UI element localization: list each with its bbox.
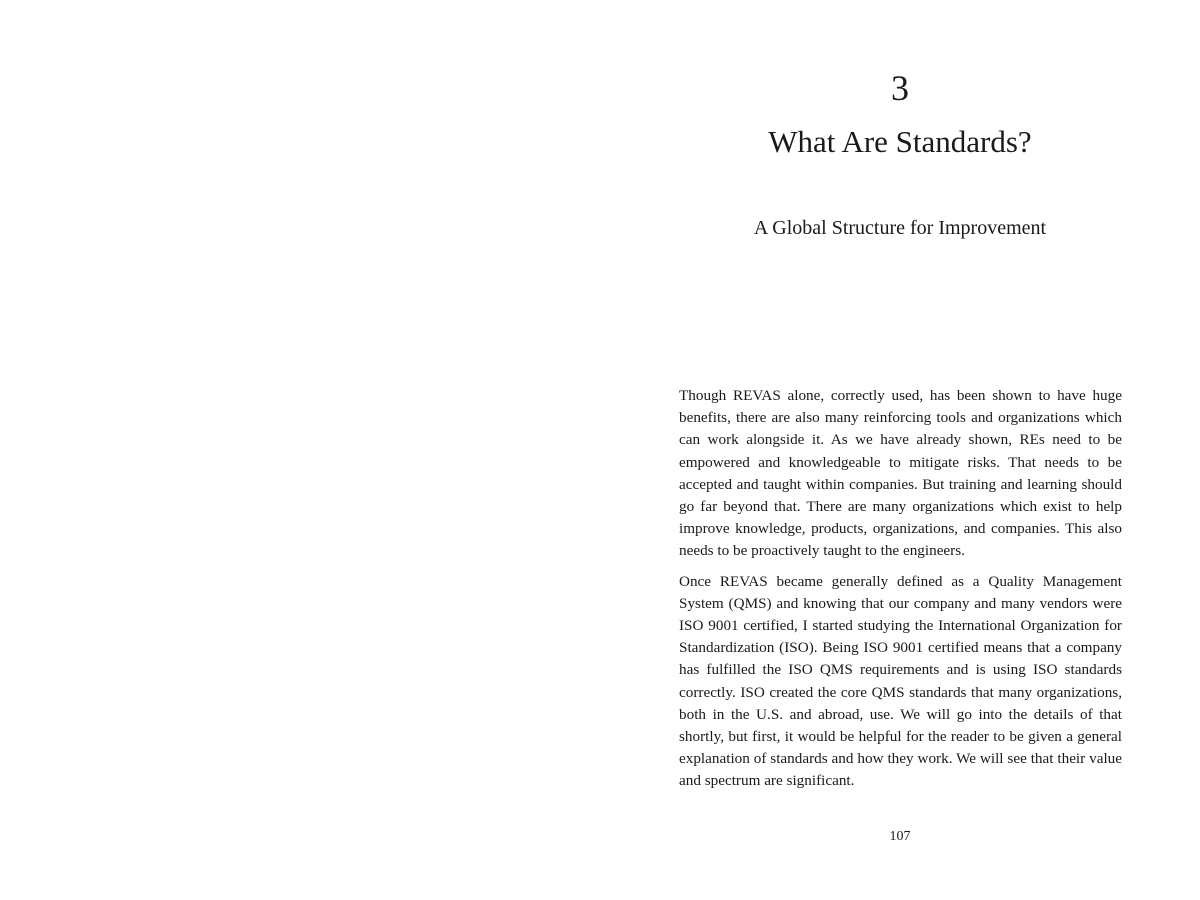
body-paragraph-1: Though REVAS alone, correctly used, has been shown to have huge benefits, there are also many reinforcing tools and organizations which can work alongside it. As we have already shown, REs need to be empowered and knowledgeable to mitigate risks. That needs to be accepted and taught within companies. But training and learning should go far beyond that. There are many organizations which exist to help improve knowledge, products, organizations, and companies. This also needs to be proactively taught to the engineers. (679, 387, 1122, 560)
page-number: 107 (889, 829, 911, 844)
right-page (600, 0, 1200, 900)
body-paragraph-2: Once REVAS became generally defined as a Quality Management System (QMS) and knowing that our company and many vendors were ISO 9001 certified, I started studying the International Organization for Standardization (ISO). Being ISO 9001 certified means that a company has fulfilled the ISO QMS requirements and is using ISO standards correctly. ISO created the core QMS standards that many organizations, both in the U.S. and abroad, use. We will go into the details of that shortly, but first, it would be helpful for the reader to be given a general explanation of standards and how they work. We will see that their value and spectrum are significant. (679, 572, 1122, 790)
chapter-number: 3 (891, 68, 909, 108)
chapter-body (679, 385, 1122, 801)
chapter-subtitle: A Global Structure for Improvement (753, 217, 1047, 239)
chapter-title: What Are Standards? (768, 124, 1032, 159)
